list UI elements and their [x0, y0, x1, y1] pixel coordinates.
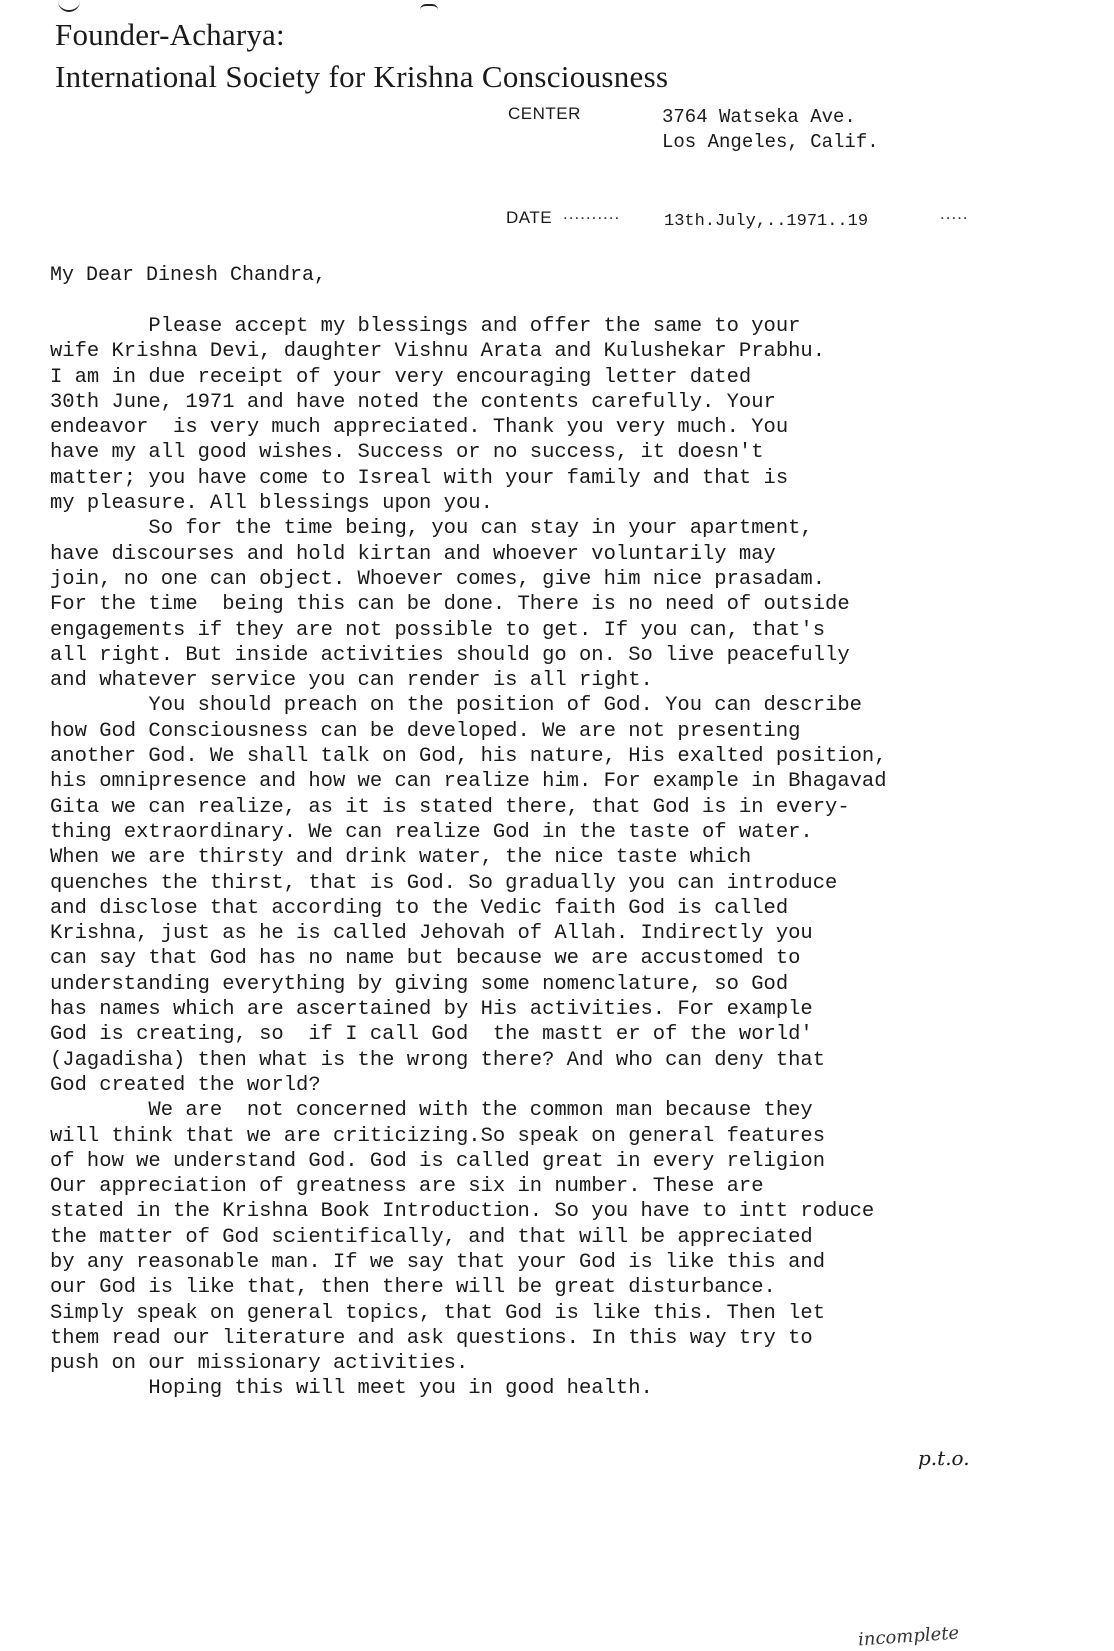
- body-line: all right. But inside activities should go on. So live peacefully: [50, 643, 850, 667]
- letterhead-founder-acharya: Founder-Acharya:: [55, 17, 285, 52]
- body-line: Our appreciation of greatness are six in number. These are: [50, 1175, 764, 1199]
- body-line: thing extraordinary. We can realize God in the taste of water.: [50, 820, 813, 844]
- body-line: So for the time being, you can stay in your apartment,: [50, 517, 813, 541]
- body-line: endeavor is very much appreciated. Thank you very much. You: [50, 416, 789, 440]
- body-line: by any reasonable man. If we say that your God is like this and: [50, 1250, 826, 1274]
- body-line: the matter of God scientifically, and that will be appreciated: [50, 1225, 813, 1249]
- date-value: 13th.July,..1971..19: [664, 212, 869, 231]
- body-line: Hoping this will meet you in good health.: [50, 1377, 653, 1401]
- body-line: has names which are ascertained by His activities. For example: [50, 998, 813, 1022]
- body-line: can say that God has no name but because we are accustomed to: [50, 947, 801, 971]
- body-line: Krishna, just as he is called Jehovah of Allah. Indirectly you: [50, 922, 813, 946]
- center-label: CENTER: [508, 104, 581, 123]
- date-label: DATE: [506, 208, 553, 227]
- letter-body: [50, 314, 887, 1402]
- body-line: and disclose that according to the Vedic faith God is called: [50, 896, 789, 920]
- date-leader-dots-after: .....: [940, 204, 969, 223]
- body-line: (Jagadisha) then what is the wrong there? And who can deny that: [50, 1048, 826, 1072]
- body-line: our God is like that, then there will be great disturbance.: [50, 1276, 776, 1300]
- address-line-2: Los Angeles, Calif.: [662, 131, 879, 153]
- body-line: join, no one can object. Whoever comes, give him nice prasadam.: [50, 567, 826, 591]
- body-line: I am in due receipt of your very encouraging letter dated: [50, 365, 752, 389]
- body-line: 30th June, 1971 and have noted the contents carefully. Your: [50, 390, 776, 414]
- body-line: Please accept my blessings and offer the same to your: [50, 315, 801, 338]
- body-line: You should preach on the position of God. You can describe: [50, 694, 862, 718]
- body-line: When we are thirsty and drink water, the nice taste which: [50, 846, 752, 870]
- body-line: them read our literature and ask questions. In this way try to: [50, 1326, 813, 1350]
- letterhead-society-name: International Society for Krishna Consciousness: [55, 59, 669, 94]
- letterhead-logo-mark-right: [420, 4, 438, 10]
- body-line: For the time being this can be done. There is no need of outside: [50, 593, 850, 617]
- pto-handwritten-note: p.t.o.: [918, 1446, 970, 1470]
- body-line: understanding everything by giving some nomenclature, so God: [50, 972, 789, 996]
- body-line: matter; you have come to Isreal with your family and that is: [50, 466, 789, 490]
- body-line: his omnipresence and how we can realize him. For example in Bhagavad: [50, 770, 887, 794]
- body-line: God created the world?: [50, 1073, 321, 1097]
- body-line: We are not concerned with the common man because they: [50, 1099, 813, 1123]
- body-line: quenches the thirst, that is God. So gradually you can introduce: [50, 871, 838, 895]
- body-line: and whatever service you can render is all right.: [50, 669, 653, 693]
- address-line-1: 3764 Watseka Ave.: [662, 106, 856, 128]
- body-line: my pleasure. All blessings upon you.: [50, 492, 493, 516]
- salutation: My Dear Dinesh Chandra,: [50, 264, 327, 287]
- body-line: have my all good wishes. Success or no success, it doesn't: [50, 441, 764, 465]
- date-leader-dots-before: ..........: [563, 204, 621, 223]
- body-line: of how we understand God. God is called great in every religion: [50, 1149, 826, 1173]
- body-line: Simply speak on general topics, that God is like this. Then let: [50, 1301, 826, 1325]
- body-line: push on our missionary activities.: [50, 1352, 469, 1376]
- body-line: Gita we can realize, as it is stated there, that God is in every-: [50, 795, 850, 819]
- body-line: wife Krishna Devi, daughter Vishnu Arata and Kulushekar Prabhu.: [50, 340, 826, 364]
- incomplete-handwritten-note: incomplete: [857, 1622, 960, 1651]
- body-line: another God. We shall talk on God, his nature, His exalted position,: [50, 745, 887, 769]
- center-address: [662, 105, 879, 155]
- letterhead-logo-mark-left: [58, 0, 80, 12]
- body-line: God is creating, so if I call God the mastt er of the world': [50, 1023, 813, 1047]
- body-line: stated in the Krishna Book Introduction. So you have to intt roduce: [50, 1200, 875, 1224]
- body-line: will think that we are criticizing.So speak on general features: [50, 1124, 826, 1148]
- body-line: how God Consciousness can be developed. We are not presenting: [50, 719, 801, 743]
- body-line: have discourses and hold kirtan and whoever voluntarily may: [50, 542, 776, 566]
- body-line: engagements if they are not possible to get. If you can, that's: [50, 618, 826, 642]
